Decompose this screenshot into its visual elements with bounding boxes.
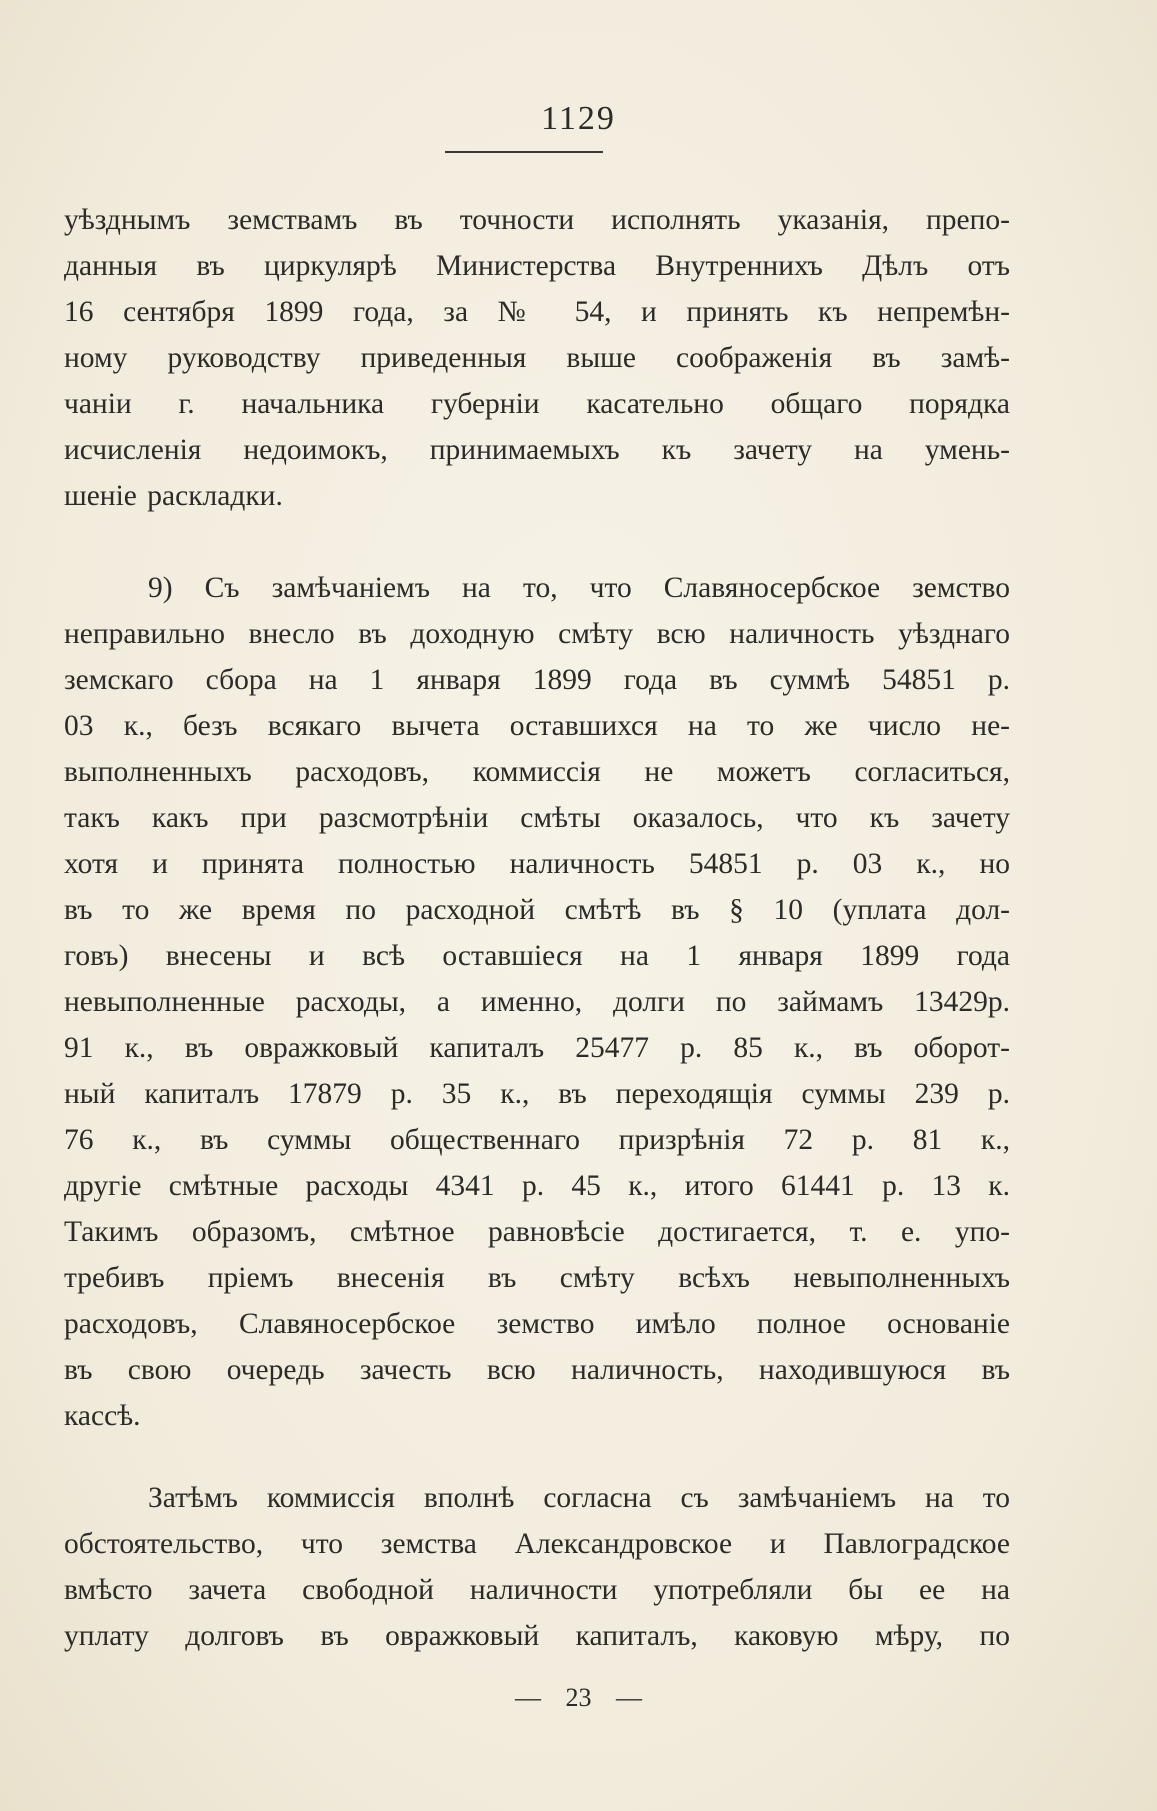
text-line: чаніи г. начальника губерніи касательно общаго порядка xyxy=(64,388,1010,420)
text-line: ному руководству приведенныя выше соображенія въ замѣ- xyxy=(64,342,1010,374)
text-line: въ то же время по расходной смѣтѣ въ § 10 (уплата дол- xyxy=(64,894,1010,926)
text-line: земскаго сбора на 1 января 1899 года въ суммѣ 54851 р. xyxy=(64,664,1010,696)
text-line: невыполненные расходы, а именно, долги по займамъ 13429р. xyxy=(64,986,1010,1018)
paragraph-2 xyxy=(64,565,1010,1439)
text-line: уѣзднымъ земствамъ въ точности исполнять указанія, препо- xyxy=(64,204,1010,236)
text-line: кассѣ. xyxy=(64,1400,141,1432)
text-line: Затѣмъ коммиссія вполнѣ согласна съ замѣчаніемъ на то xyxy=(148,1482,1010,1514)
text-line: вмѣсто зачета свободной наличности употребляли бы ее на xyxy=(64,1574,1010,1606)
text-line: хотя и принята полностью наличность 54851 р. 03 к., но xyxy=(64,848,1010,880)
paragraph-3 xyxy=(64,1475,1010,1659)
text-line: 16 сентября 1899 года, за № 54, и принять къ непремѣн- xyxy=(64,296,1010,328)
text-line: говъ) внесены и всѣ оставшіеся на 1 января 1899 года xyxy=(64,940,1010,972)
text-line: 03 к., безъ всякаго вычета оставшихся на то же число не- xyxy=(64,710,1010,742)
text-line: ный капиталъ 17879 р. 35 к., въ переходящія суммы 239 р. xyxy=(64,1078,1010,1110)
text-line: выполненныхъ расходовъ, коммиссія не можетъ согласиться, xyxy=(64,756,1010,788)
text-line: Такимъ образомъ, смѣтное равновѣсіе достигается, т. е. упо- xyxy=(64,1216,1010,1248)
text-line: шеніе раскладки. xyxy=(64,480,283,512)
text-line: въ свою очередь зачесть всю наличность, находившуюся въ xyxy=(64,1354,1010,1386)
header-rule xyxy=(445,151,603,153)
text-line: обстоятельство, что земства Александровское и Павлоградское xyxy=(64,1528,1010,1560)
paragraph-1 xyxy=(64,197,1010,519)
text-line: другіе смѣтные расходы 4341 р. 45 к., итого 61441 р. 13 к. xyxy=(64,1170,1010,1202)
text-line: требивъ пріемъ внесенія въ смѣту всѣхъ невыполненныхъ xyxy=(64,1262,1010,1294)
text-line: неправильно внесло въ доходную смѣту всю наличность уѣзднаго xyxy=(64,618,1010,650)
text-line: 91 к., въ овражковый капиталъ 25477 р. 85 к., въ оборот- xyxy=(64,1032,1010,1064)
text-line: уплату долговъ въ овражковый капиталъ, каковую мѣру, по xyxy=(64,1620,1010,1652)
text-line: такъ какъ при разсмотрѣніи смѣты оказалось, что къ зачету xyxy=(64,802,1010,834)
text-line: расходовъ, Славяносербское земство имѣло полное основаніе xyxy=(64,1308,1010,1340)
page-number: 1129 xyxy=(541,100,616,137)
text-line: данныя въ циркулярѣ Министерства Внутреннихъ Дѣлъ отъ xyxy=(64,250,1010,282)
text-line: 76 к., въ суммы общественнаго призрѣнія 72 р. 81 к., xyxy=(64,1124,1010,1156)
page-footer: — 23 — xyxy=(515,1683,642,1712)
text-line: 9) Съ замѣчаніемъ на то, что Славяносербское земство xyxy=(148,572,1010,604)
text-line: исчисленія недоимокъ, принимаемыхъ къ зачету на умень- xyxy=(64,434,1010,466)
